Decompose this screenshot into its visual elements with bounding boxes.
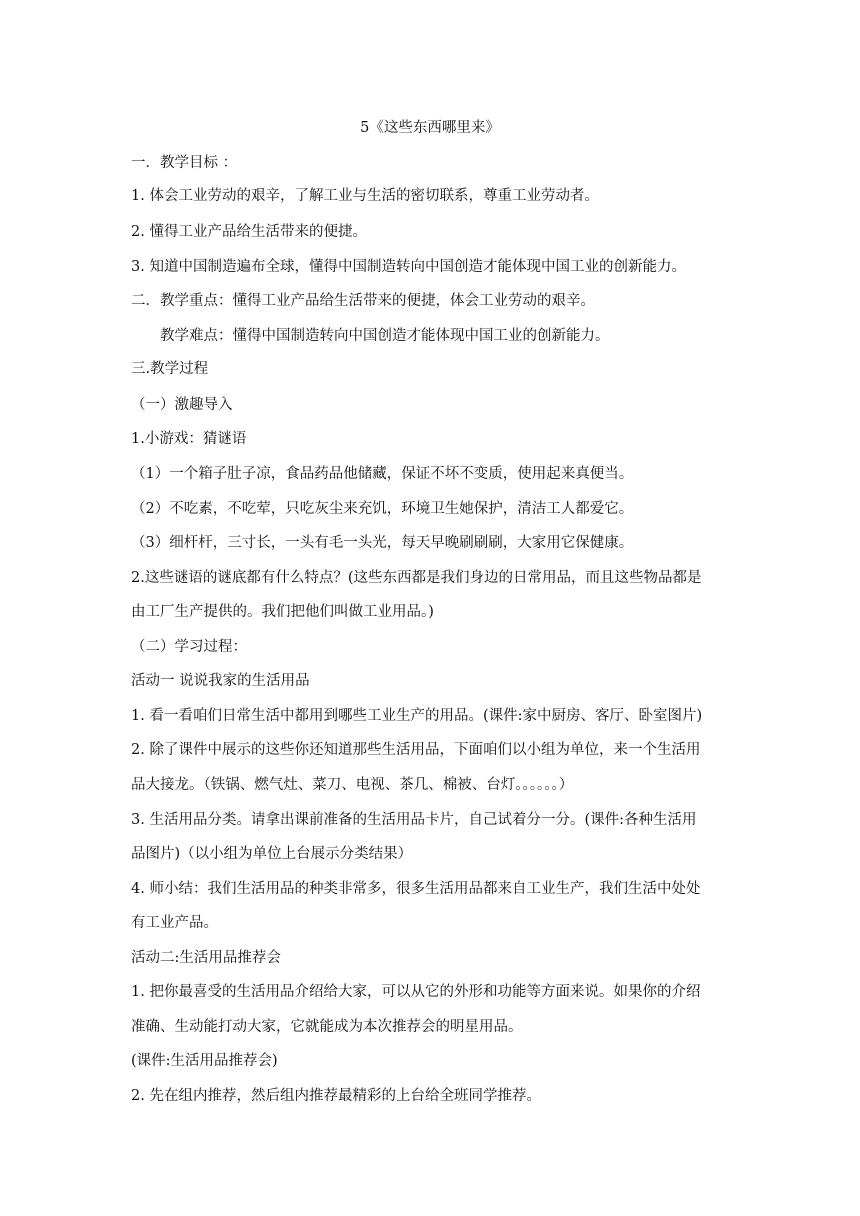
text-line: 2. 懂得工业产品给生活带来的便捷。	[131, 224, 367, 240]
text-line: 2. 除了课件中展示的这些你还知道那些生活用品，下面咱们以小组为单位，来一个生活用	[131, 742, 701, 758]
text-line: （3）细杆杆，三寸长，一头有毛一头光，每天早晚刷刷刷，大家用它保健康。	[131, 535, 634, 551]
text-line: （1）一个箱子肚子凉，食品药品他储藏，保证不坏不变质，使用起来真便当。	[131, 466, 634, 482]
section-heading-key-points: 二．教学重点：懂得工业产品给生活带来的便捷，体会工业劳动的艰辛。	[131, 293, 595, 309]
activity-heading: 活动二:生活用品推荐会	[131, 950, 281, 966]
text-line: 准确、生动能打动大家，它就能成为本次推荐会的明星用品。	[131, 1019, 523, 1035]
text-line: （2）不吃素，不吃荤，只吃灰尘来充饥，环境卫生她保护，清洁工人都爱它。	[131, 501, 634, 517]
text-line: 3. 生活用品分类。请拿出课前准备的生活用品卡片，自己试着分一分。(课件:各种生活用	[131, 812, 697, 828]
text-line: 1. 把你最喜受的生活用品介绍给大家，可以从它的外形和功能等方面来说。如果你的介绍	[131, 984, 701, 1000]
text-line: 1. 看一看咱们日常生活中都用到哪些工业生产的用品。(课件:家中厨房、客厅、卧室图片)	[131, 708, 703, 724]
text-line: 1.小游戏：猜谜语	[131, 431, 247, 447]
text-line: 有工业产品。	[131, 915, 218, 931]
text-line: (课件:生活用品推荐会)	[131, 1053, 278, 1069]
section-heading-process: 三.教学过程	[131, 361, 209, 377]
text-line: 1. 体会工业劳动的艰辛，了解工业与生活的密切联系，尊重工业劳动者。	[131, 188, 599, 204]
text-line: 教学难点：懂得中国制造转向中国创造才能体现中国工业的创新能力。	[160, 328, 610, 344]
subsection-heading: （一）激趣导入	[131, 397, 233, 413]
activity-heading: 活动一 说说我家的生活用品	[131, 673, 310, 689]
text-line: 3. 知道中国制造遍布全球，懂得中国制造转向中国创造才能体现中国工业的创新能力。	[131, 259, 686, 275]
text-line: 2. 先在组内推荐，然后组内推荐最精彩的上台给全班同学推荐。	[131, 1088, 541, 1104]
text-line: 由工厂生产提供的。我们把他们叫做工业用品。)	[131, 604, 434, 620]
text-line: 品大接龙。（铁锅、燃气灶、菜刀、电视、茶几、棉被、台灯。。。。。。）	[131, 777, 574, 793]
document-title: 5《这些东西哪里来》	[360, 120, 500, 136]
text-line: 2.这些谜语的谜底都有什么特点？(这些东西都是我们身边的日常用品，而且这些物品都是	[131, 570, 702, 586]
section-heading-objectives: 一．教学目标 ：	[131, 155, 238, 171]
text-line: 4. 师小结：我们生活用品的种类非常多，很多生活用品都来自工业生产，我们生活中处处	[131, 881, 701, 897]
text-line: 品图片)（以小组为单位上台展示分类结果）	[131, 846, 413, 862]
subsection-heading: （二）学习过程：	[131, 639, 247, 655]
